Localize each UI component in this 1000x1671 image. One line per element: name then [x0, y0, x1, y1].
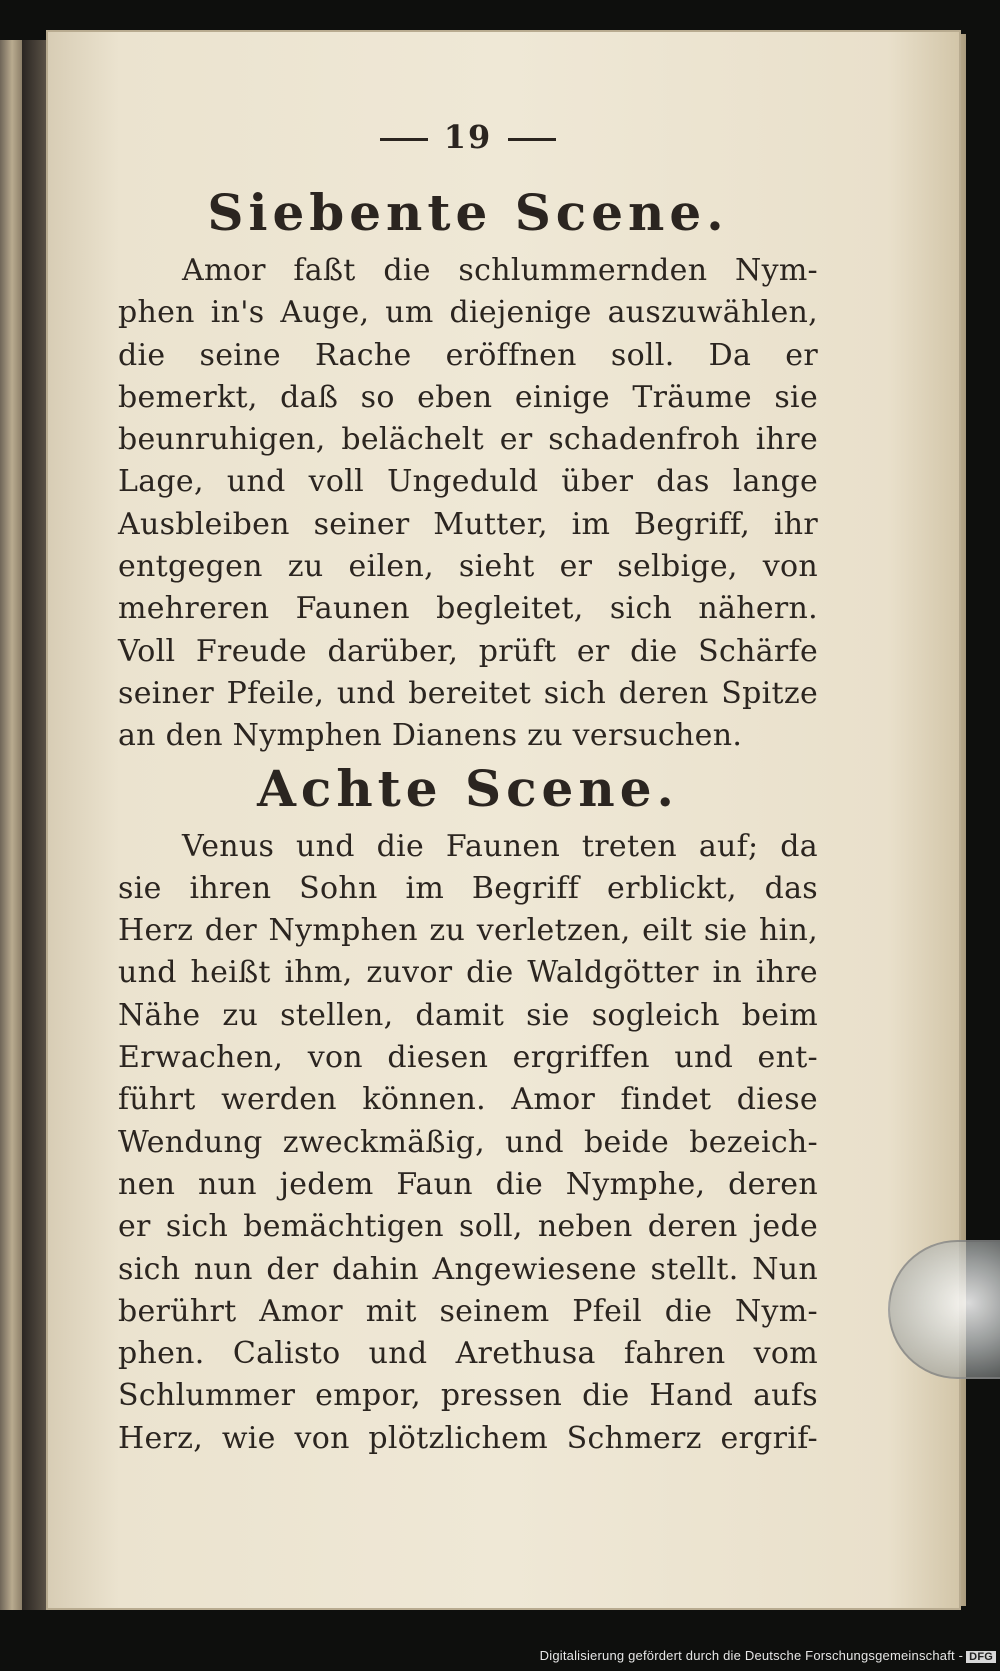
- footer-text: Digitalisierung gefördert durch die Deutsche Forschungsgemeinschaft -: [539, 1648, 964, 1663]
- scene-heading: Siebente Scene.: [207, 183, 729, 242]
- text-line: die seine Rache eröffnen soll. Da er: [118, 337, 818, 373]
- text-line: berührt Amor mit seinem Pfeil die Nym-: [118, 1293, 818, 1329]
- text-line: Erwachen, von diesen ergriffen und ent-: [118, 1040, 818, 1076]
- text-line: mehreren Faunen begleitet, sich nähern.: [118, 591, 818, 627]
- text-line: sich nun der dahin Angewiesene stellt. Nun: [118, 1251, 818, 1287]
- text-line: er sich bemächtigen soll, neben deren jede: [118, 1209, 818, 1245]
- scene-eight: [118, 758, 818, 1460]
- text-line: Amor faßt die schlummernden Nym-: [182, 253, 818, 288]
- text-line: entgegen zu eilen, sieht er selbige, von: [118, 549, 818, 585]
- text-line: seiner Pfeile, und bereitet sich deren Spitze: [118, 675, 818, 711]
- scene-seven: [118, 182, 818, 758]
- text-line: nen nun jedem Faun die Nymphe, deren: [118, 1166, 818, 1202]
- text-line: Herz, wie von plötzlichem Schmerz ergrif-: [118, 1420, 818, 1456]
- text-line: Nähe zu stellen, damit sie sogleich beim: [118, 997, 818, 1033]
- adjacent-page-edge: [0, 40, 22, 1610]
- text-line: beunruhigen, belächelt er schadenfroh ihre: [118, 422, 818, 458]
- digitization-footer: [540, 1648, 996, 1663]
- page-number-text: 19: [443, 118, 493, 156]
- text-line: führt werden können. Amor findet diese: [118, 1082, 818, 1118]
- text-line: Venus und die Faunen treten auf; da: [182, 828, 818, 864]
- book-gutter: [22, 40, 46, 1610]
- text-line: Ausbleiben seiner Mutter, im Begriff, ihr: [118, 506, 818, 542]
- dash-left: [380, 138, 428, 141]
- text-line: bemerkt, daß so eben einige Träume sie: [118, 379, 818, 415]
- text-line: Voll Freude darüber, prüft er die Schärfe: [118, 633, 818, 669]
- dash-right: [508, 138, 556, 141]
- scene-heading: Achte Scene.: [257, 758, 679, 818]
- dfg-logo: DFG: [966, 1651, 996, 1663]
- page-content: [118, 118, 818, 1460]
- text-line: Herz der Nymphen zu verletzen, eilt sie hin,: [118, 913, 818, 949]
- text-line: phen. Calisto und Arethusa fahren vom: [118, 1336, 818, 1372]
- text-line: Schlummer empor, pressen die Hand aufs: [118, 1378, 818, 1414]
- text-line: Lage, und voll Ungeduld über das lange: [118, 464, 818, 500]
- text-line: Wendung zweckmäßig, und beide bezeich-: [118, 1124, 818, 1160]
- text-line: und heißt ihm, zuvor die Waldgötter in ihre: [118, 955, 818, 991]
- text-line: sie ihren Sohn im Begriff erblickt, das: [118, 870, 818, 906]
- page-number: [118, 118, 818, 156]
- text-line: phen in's Auge, um diejenige auszuwählen,: [118, 295, 818, 331]
- text-line: an den Nymphen Dianens zu versuchen.: [118, 718, 743, 754]
